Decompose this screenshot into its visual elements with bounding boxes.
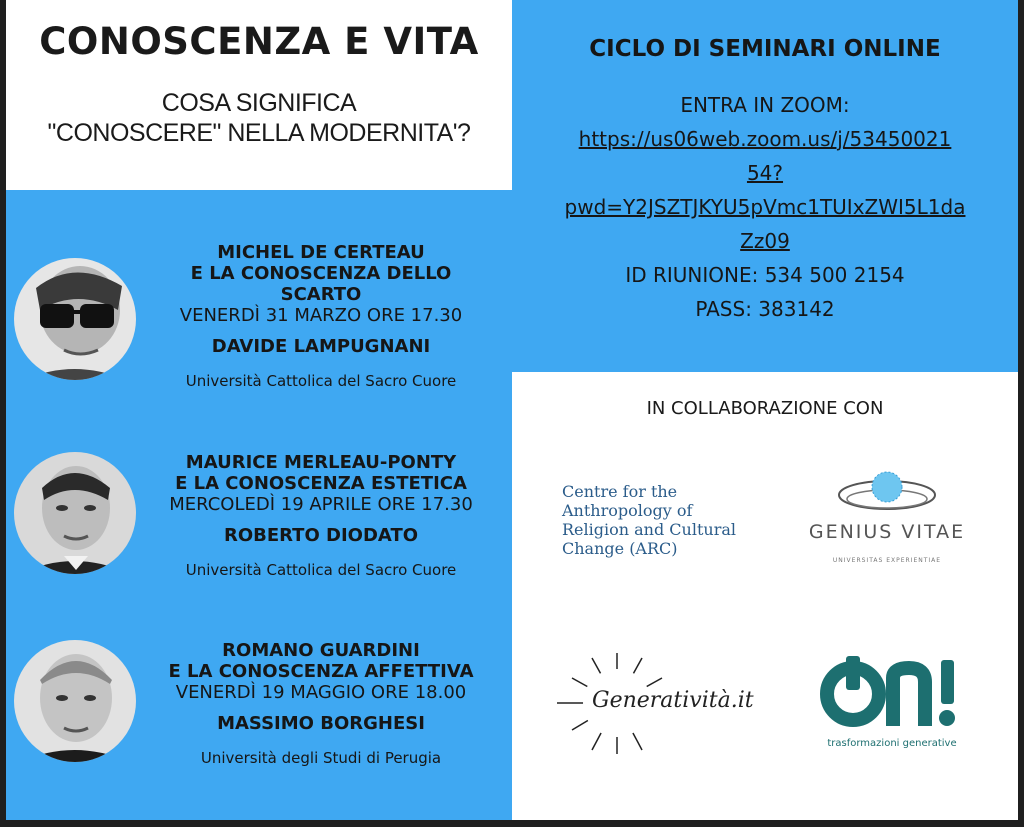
generativita-text: Generatività.it: [592, 688, 754, 713]
zoom-link-line-2[interactable]: 54?: [746, 161, 784, 185]
online-heading: CICLO DI SEMINARI ONLINE: [589, 36, 941, 62]
portrait-merleau-ponty: [14, 452, 136, 574]
seminar-2-date: MERCOLEDÌ 19 APRILE ORE 17.30: [169, 494, 473, 515]
zoom-link-line-1[interactable]: https://us06web.zoom.us/j/53450021: [578, 127, 952, 151]
genius-vitae-logo: [802, 467, 972, 564]
seminar-1: [151, 242, 491, 391]
zoom-link[interactable]: [512, 122, 1018, 258]
zoom-info: [512, 88, 1018, 326]
arc-line-3: Religion and Cultural: [562, 520, 737, 539]
meeting-pass: PASS: 383142: [695, 297, 835, 321]
zoom-link-line-3[interactable]: pwd=Y2JSZTJKYU5pVmc1TUIxZWI5L1da: [564, 195, 966, 219]
arc-logo: [562, 482, 782, 558]
collaboration-title: IN COLLABORAZIONE CON: [646, 398, 884, 419]
seminar-3: [151, 640, 491, 768]
seminar-2: [151, 452, 491, 580]
portrait-de-certeau: [14, 258, 136, 380]
genius-vitae-icon: [832, 467, 942, 517]
arc-line-2: Anthropology of: [562, 501, 693, 520]
seminar-3-title-1: ROMANO GUARDINI: [222, 640, 420, 661]
meeting-id: ID RIUNIONE: 534 500 2154: [625, 263, 905, 287]
seminar-2-title-1: MAURICE MERLEAU-PONTY: [185, 452, 457, 473]
collaboration-panel: [512, 372, 1018, 820]
seminar-1-title-1: MICHEL DE CERTEAU: [217, 242, 425, 263]
arc-line-1: Centre for the: [562, 482, 678, 501]
seminar-1-date: VENERDÌ 31 MARZO ORE 17.30: [179, 305, 463, 326]
subtitle-line-2: "CONOSCERE" NELLA MODERNITA'?: [47, 119, 471, 147]
zoom-link-line-4[interactable]: Zz09: [740, 229, 790, 253]
subtitle-line-1: COSA SIGNIFICA: [161, 89, 357, 117]
seminar-2-title-2: E LA CONOSCENZA ESTETICA: [175, 473, 467, 494]
generativita-logo: [552, 648, 752, 758]
seminar-poster: [6, 0, 1018, 820]
seminar-3-speaker: MASSIMO BORGHESI: [217, 713, 425, 734]
genius-vitae-sub: UNIVERSITAS EXPERIENTIAE: [832, 557, 942, 564]
title-box: [6, 0, 512, 190]
seminar-1-title-3: SCARTO: [280, 284, 362, 305]
on-logo-sub: trasformazioni generative: [827, 738, 957, 749]
arc-line-4: Change (ARC): [562, 539, 678, 558]
seminar-3-date: VENERDÌ 19 MAGGIO ORE 18.00: [175, 682, 467, 703]
portrait-guardini: [14, 640, 136, 762]
genius-vitae-name: GENIUS VITAE: [808, 521, 966, 543]
seminar-1-university: Università Cattolica del Sacro Cuore: [185, 372, 457, 390]
seminar-1-speaker: DAVIDE LAMPUGNANI: [211, 336, 431, 357]
on-logo: [802, 654, 982, 749]
seminar-3-title-2: E LA CONOSCENZA AFFETTIVA: [168, 661, 474, 682]
zoom-enter-label: ENTRA IN ZOOM:: [680, 93, 850, 117]
seminar-2-university: Università Cattolica del Sacro Cuore: [185, 561, 457, 579]
on-logo-mark: [817, 654, 967, 730]
poster-title: CONOSCENZA E VITA: [39, 20, 479, 63]
online-info-panel: [512, 0, 1018, 372]
seminar-1-title-2: E LA CONOSCENZA DELLO: [190, 263, 452, 284]
seminar-2-speaker: ROBERTO DIODATO: [223, 525, 419, 546]
seminar-3-university: Università degli Studi di Perugia: [200, 749, 442, 767]
poster-subtitle: [6, 88, 512, 148]
